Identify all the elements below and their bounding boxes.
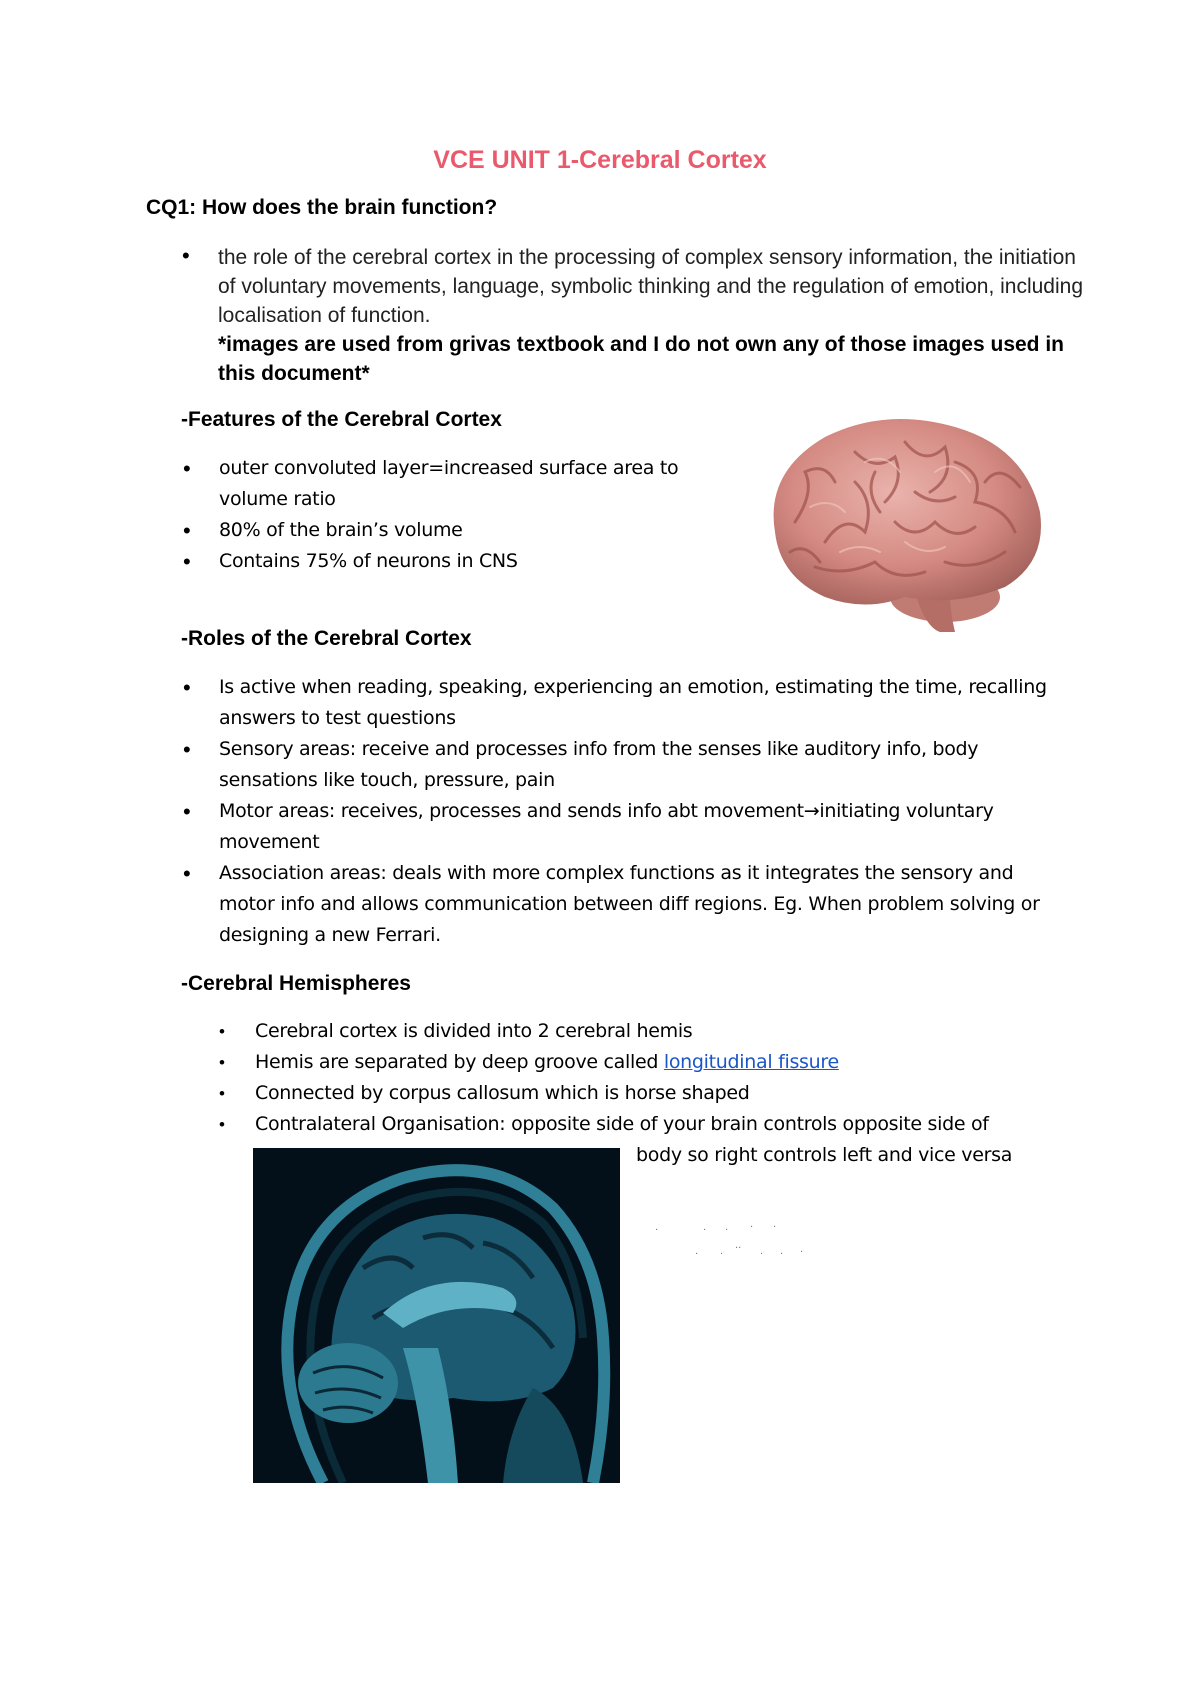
list-item-continuation: body so right controls left and vice versa — [636, 1144, 1013, 1166]
features-list — [183, 453, 723, 577]
list-item: • Is active when reading, speaking, experiencing an emotion, estimating the time, recalling answers to test questions — [183, 672, 1073, 734]
list-item: • Connected by corpus callosum which is horse shaped — [219, 1078, 1089, 1109]
list-item: • Contains 75% of neurons in CNS — [183, 546, 723, 577]
question-heading: CQ1: How does the brain function? — [146, 196, 498, 219]
intro-text: the role of the cerebral cortex in the processing of complex sensory information, the initiation of voluntary movements, language, symbolic thinking and the regulation of emotion, including localisation of function. — [218, 246, 1084, 327]
list-item: • 80% of the brain’s volume — [183, 515, 723, 546]
list-item: • Sensory areas: receive and processes info from the senses like auditory info, body sensations like touch, pressure, pain — [183, 734, 1073, 796]
hemispheres-heading: -Cerebral Hemispheres — [181, 972, 411, 995]
roles-heading: -Roles of the Cerebral Cortex — [181, 627, 472, 650]
list-item: • Association areas: deals with more complex functions as it integrates the sensory and motor info and allows communication between diff regions. Eg. When problem solving or designing a new Ferrari. — [183, 858, 1073, 951]
list-item: • Motor areas: receives, processes and sends info abt movement→initiating voluntary movement — [183, 796, 1073, 858]
list-item — [219, 1047, 1089, 1078]
copyright-note: *images are used from grivas textbook and I do not own any of those images used in this document* — [218, 333, 1065, 385]
longitudinal-fissure-link[interactable]: longitudinal fissure — [663, 1051, 839, 1073]
page-title: VCE UNIT 1-Cerebral Cortex — [433, 146, 767, 174]
intro-paragraph — [218, 243, 1088, 388]
roles-list — [183, 672, 1073, 951]
list-item: • Cerebral cortex is divided into 2 cerebral hemis — [219, 1016, 1089, 1047]
hemispheres-list — [219, 1016, 1089, 1140]
list-item-text: Hemis are separated by deep groove called — [255, 1051, 664, 1073]
bullet-icon: • — [182, 243, 190, 268]
brain-image — [755, 412, 1047, 634]
features-heading: -Features of the Cerebral Cortex — [181, 408, 502, 431]
list-item: • outer convoluted layer=increased surface area to volume ratio — [183, 453, 723, 515]
mri-scan-image — [253, 1148, 620, 1483]
list-item: • Contralateral Organisation: opposite side of your brain controls opposite side of — [219, 1109, 1089, 1140]
decorative-dots: . . . . . . . .. . . . — [655, 1219, 804, 1257]
